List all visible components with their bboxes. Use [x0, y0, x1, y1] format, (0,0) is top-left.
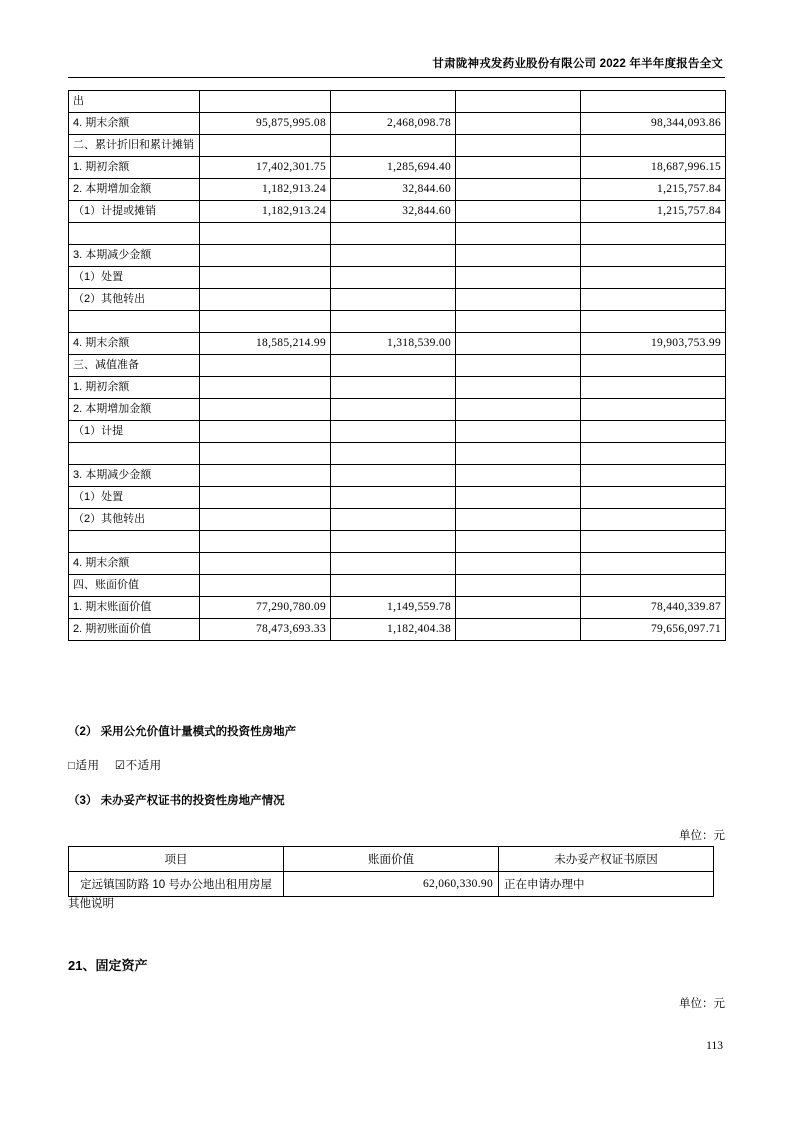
- row-value: 1,285,694.40: [331, 157, 456, 179]
- column-header: 账面价值: [284, 847, 499, 872]
- table-body: [69, 872, 714, 897]
- row-value: 1,182,913.24: [200, 179, 331, 201]
- row-value: [581, 267, 726, 289]
- row-label: 3. 本期减少金额: [69, 245, 200, 267]
- table-row: [69, 179, 726, 201]
- row-label: 2. 期初账面价值: [69, 619, 200, 641]
- investment-property-table: [68, 90, 726, 641]
- row-value: [200, 509, 331, 531]
- row-value: [200, 355, 331, 377]
- row-value: [200, 421, 331, 443]
- row-value: [331, 377, 456, 399]
- row-value: 32,844.60: [331, 179, 456, 201]
- row-value: [200, 91, 331, 113]
- row-value: [456, 597, 581, 619]
- row-value: [581, 355, 726, 377]
- applicability-options: [68, 757, 162, 773]
- row-value: [456, 179, 581, 201]
- row-value: [581, 311, 726, 333]
- row-value: [200, 377, 331, 399]
- row-value: [581, 135, 726, 157]
- row-label: （1）计提或摊销: [69, 201, 200, 223]
- row-value: [200, 531, 331, 553]
- row-label: [69, 531, 200, 553]
- row-value: [331, 465, 456, 487]
- row-value: [331, 531, 456, 553]
- row-value: [456, 575, 581, 597]
- row-value: [456, 465, 581, 487]
- row-value: 19,903,753.99: [581, 333, 726, 355]
- other-note-label: 其他说明: [68, 898, 114, 910]
- row-value: 1,149,559.78: [331, 597, 456, 619]
- row-value: [456, 377, 581, 399]
- row-label: （2）其他转出: [69, 509, 200, 531]
- row-value: [456, 509, 581, 531]
- row-label: 1. 期初余额: [69, 377, 200, 399]
- row-value: [331, 311, 456, 333]
- table-row: [69, 157, 726, 179]
- row-label: 4. 期末余额: [69, 113, 200, 135]
- table-row: [69, 399, 726, 421]
- row-value: [581, 443, 726, 465]
- row-label: 四、账面价值: [69, 575, 200, 597]
- row-value: [456, 619, 581, 641]
- row-label: （2）其他转出: [69, 289, 200, 311]
- table-row: [69, 421, 726, 443]
- row-value: [456, 443, 581, 465]
- row-value: [331, 509, 456, 531]
- row-label: 1. 期末账面价值: [69, 597, 200, 619]
- table-row: [69, 575, 726, 597]
- row-value: [456, 553, 581, 575]
- row-value: 79,656,097.71: [581, 619, 726, 641]
- row-value: [200, 311, 331, 333]
- row-label: 二、累计折旧和累计摊销: [69, 135, 200, 157]
- row-value: [331, 289, 456, 311]
- row-value: [456, 311, 581, 333]
- row-value: [456, 399, 581, 421]
- applicable-checkbox[interactable]: □适用: [68, 760, 100, 772]
- row-value: [581, 377, 726, 399]
- table-row: [69, 289, 726, 311]
- row-value: [200, 443, 331, 465]
- table-cell: 62,060,330.90: [284, 872, 499, 897]
- row-value: 95,875,995.08: [200, 113, 331, 135]
- section-2-heading: （2） 采用公允价值计量模式的投资性房地产: [68, 726, 297, 738]
- table-row: [69, 113, 726, 135]
- page-header: 甘肃陇神戎发药业股份有限公司 2022 年半年度报告全文: [432, 58, 723, 70]
- row-value: 2,468,098.78: [331, 113, 456, 135]
- row-label: （1）处置: [69, 487, 200, 509]
- row-value: [331, 421, 456, 443]
- row-label: [69, 443, 200, 465]
- table-cell: 定远镇国防路 10 号办公地出租用房屋: [69, 872, 284, 897]
- row-value: [331, 487, 456, 509]
- row-value: [200, 267, 331, 289]
- section-21-heading: 21、固定资产: [68, 958, 148, 973]
- row-value: [200, 223, 331, 245]
- table-body: [69, 91, 726, 641]
- row-value: [200, 245, 331, 267]
- table-row: [69, 872, 714, 897]
- row-value: [331, 91, 456, 113]
- table-row: [69, 333, 726, 355]
- row-value: [331, 443, 456, 465]
- row-value: [581, 421, 726, 443]
- table-row: [69, 377, 726, 399]
- table-row: [69, 223, 726, 245]
- row-value: [456, 531, 581, 553]
- row-value: [581, 245, 726, 267]
- row-value: [581, 465, 726, 487]
- row-value: [200, 553, 331, 575]
- row-value: [456, 333, 581, 355]
- row-value: 1,215,757.84: [581, 201, 726, 223]
- table-header-row: [69, 847, 714, 872]
- row-label: 出: [69, 91, 200, 113]
- table-row: [69, 487, 726, 509]
- table-row: [69, 443, 726, 465]
- row-value: [200, 135, 331, 157]
- row-value: [456, 267, 581, 289]
- row-label: [69, 311, 200, 333]
- column-header: 未办妥产权证书原因: [499, 847, 714, 872]
- table-row: [69, 311, 726, 333]
- row-label: [69, 223, 200, 245]
- row-label: 2. 本期增加金额: [69, 179, 200, 201]
- table-row: [69, 553, 726, 575]
- section-3-unit: 单位：元: [679, 830, 725, 842]
- row-value: [331, 245, 456, 267]
- row-value: 77,290,780.09: [200, 597, 331, 619]
- table-row: [69, 355, 726, 377]
- row-label: 三、减值准备: [69, 355, 200, 377]
- column-header: 项目: [69, 847, 284, 872]
- row-value: [581, 531, 726, 553]
- section-21-unit: 单位：元: [679, 998, 725, 1010]
- row-label: （1）处置: [69, 267, 200, 289]
- table-row: [69, 465, 726, 487]
- row-value: [456, 201, 581, 223]
- row-value: 78,440,339.87: [581, 597, 726, 619]
- row-value: [456, 487, 581, 509]
- row-value: 98,344,093.86: [581, 113, 726, 135]
- row-value: [581, 399, 726, 421]
- row-value: [456, 355, 581, 377]
- row-value: 1,182,913.24: [200, 201, 331, 223]
- table-row: [69, 531, 726, 553]
- table-row: [69, 509, 726, 531]
- row-value: [331, 267, 456, 289]
- row-value: 1,182,404.38: [331, 619, 456, 641]
- row-value: [331, 223, 456, 245]
- row-label: 4. 期末余额: [69, 333, 200, 355]
- row-value: [200, 465, 331, 487]
- row-value: [200, 487, 331, 509]
- row-value: [581, 289, 726, 311]
- table-row: [69, 597, 726, 619]
- section-3-heading: （3） 未办妥产权证书的投资性房地产情况: [68, 795, 285, 807]
- row-value: 18,585,214.99: [200, 333, 331, 355]
- row-value: [456, 113, 581, 135]
- row-value: [456, 223, 581, 245]
- row-value: [456, 157, 581, 179]
- table-head: [69, 847, 714, 872]
- table-cell: 正在申请办理中: [499, 872, 714, 897]
- row-value: 78,473,693.33: [200, 619, 331, 641]
- row-value: 32,844.60: [331, 201, 456, 223]
- row-value: [581, 487, 726, 509]
- header-divider: [68, 77, 725, 78]
- row-value: [581, 509, 726, 531]
- row-value: [456, 245, 581, 267]
- row-value: [456, 421, 581, 443]
- row-value: [581, 553, 726, 575]
- row-value: [331, 355, 456, 377]
- row-value: 1,215,757.84: [581, 179, 726, 201]
- row-label: 4. 期末余额: [69, 553, 200, 575]
- row-value: [456, 289, 581, 311]
- row-value: [456, 135, 581, 157]
- row-value: 18,687,996.15: [581, 157, 726, 179]
- row-label: 2. 本期增加金额: [69, 399, 200, 421]
- table-row: [69, 201, 726, 223]
- row-value: [331, 553, 456, 575]
- table-row: [69, 135, 726, 157]
- row-label: 3. 本期减少金额: [69, 465, 200, 487]
- table-row: [69, 619, 726, 641]
- row-label: （1）计提: [69, 421, 200, 443]
- row-value: [331, 135, 456, 157]
- table-row: [69, 91, 726, 113]
- row-value: [200, 575, 331, 597]
- row-value: [331, 399, 456, 421]
- row-value: [331, 575, 456, 597]
- table-row: [69, 245, 726, 267]
- unregistered-property-table: [68, 846, 714, 897]
- row-value: 1,318,539.00: [331, 333, 456, 355]
- table-row: [69, 267, 726, 289]
- row-value: [581, 91, 726, 113]
- page-number: 113: [706, 1040, 723, 1052]
- row-value: [200, 289, 331, 311]
- row-label: 1. 期初余额: [69, 157, 200, 179]
- row-value: [456, 91, 581, 113]
- not-applicable-checkbox[interactable]: ☑不适用: [114, 760, 162, 772]
- row-value: [581, 223, 726, 245]
- row-value: [581, 575, 726, 597]
- row-value: [200, 399, 331, 421]
- row-value: 17,402,301.75: [200, 157, 331, 179]
